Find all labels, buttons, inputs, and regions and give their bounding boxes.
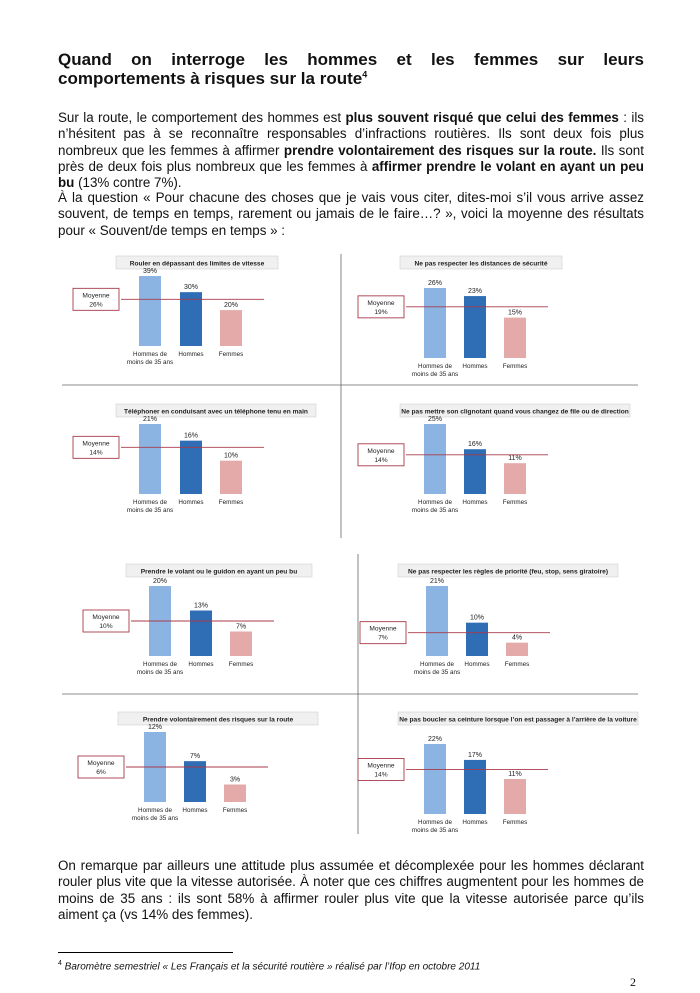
- bar-value-label: 20%: [223, 302, 239, 310]
- page-title: [58, 50, 644, 88]
- average-label: Moyenne: [367, 447, 395, 455]
- category-label: Hommes de: [420, 661, 454, 668]
- category-label: Femmes: [502, 499, 528, 506]
- bar: [220, 310, 242, 346]
- chart-title: Ne pas boucler sa ceinture lorsque l’on est passager à l’arrière de la voiture: [399, 716, 637, 724]
- category-label: moins de 35 ans: [411, 827, 459, 834]
- intro-emphasis: prendre volontairement des risques sur la route.: [283, 142, 597, 158]
- chart-title: Téléphoner en conduisant avec un téléphone tenu en main: [124, 408, 308, 416]
- average-label: Moyenne: [367, 299, 395, 307]
- average-label: Moyenne: [367, 762, 395, 770]
- category-label: Hommes de: [133, 499, 167, 506]
- category-label: Hommes: [182, 807, 208, 814]
- bar-value-label: 26%: [427, 280, 443, 287]
- bar-value-label: 10%: [223, 452, 239, 460]
- category-label: Hommes: [188, 661, 214, 668]
- chart-panel: [83, 564, 312, 676]
- average-value: 6%: [96, 769, 106, 776]
- average-value: 14%: [374, 456, 388, 464]
- average-value: 14%: [89, 449, 103, 457]
- category-label: Femmes: [222, 807, 248, 814]
- bar: [190, 611, 212, 657]
- bar-value-label: 11%: [508, 771, 522, 778]
- category-label: Hommes de: [418, 363, 452, 370]
- average-label: Moyenne: [82, 292, 110, 300]
- bar: [464, 760, 486, 814]
- bar: [466, 623, 488, 656]
- bar-value-label: 30%: [183, 284, 199, 292]
- footnote: [58, 960, 480, 972]
- category-label: moins de 35 ans: [136, 669, 184, 676]
- bar-value-label: 22%: [427, 736, 443, 743]
- intro-emphasis: affirmer prendre le volant en ayant un peu bu: [58, 158, 644, 191]
- category-label: Hommes de: [418, 819, 452, 826]
- bar-value-label: 12%: [147, 724, 163, 731]
- intro-paragraph: [58, 110, 644, 191]
- bar-value-label: 17%: [467, 751, 483, 759]
- category-label: Femmes: [218, 351, 244, 358]
- chart-panel: [358, 404, 630, 514]
- chart-title: Ne pas respecter les distances de sécurité: [414, 260, 548, 268]
- footnote-reference: 4: [362, 69, 368, 80]
- chart-panel: [358, 256, 562, 378]
- bar: [139, 424, 161, 494]
- bar-value-label: 11%: [508, 455, 522, 463]
- charts-grid: [58, 248, 642, 834]
- page-title-text: Quand on interroge les hommes et les femmes sur leurs comportements à risques sur la route: [58, 50, 644, 88]
- bar: [139, 276, 161, 346]
- bar: [220, 461, 242, 494]
- bar: [230, 632, 252, 657]
- intro-text: (13% contre 7%).: [74, 175, 182, 191]
- bar-value-label: 20%: [152, 578, 168, 585]
- category-label: Hommes de: [138, 807, 172, 814]
- bar-value-label: 3%: [229, 776, 241, 784]
- bar: [180, 441, 202, 494]
- average-value: 7%: [378, 634, 388, 642]
- bar-value-label: 23%: [467, 288, 483, 296]
- bar-value-label: 15%: [507, 309, 523, 317]
- chart-panel: [358, 712, 638, 834]
- chart-title: Prendre volontairement des risques sur la route: [142, 716, 294, 724]
- average-label: Moyenne: [92, 614, 120, 621]
- chart-title: Prendre le volant ou le guidon en ayant un peu bu: [140, 568, 298, 576]
- bar-value-label: 7%: [189, 753, 201, 761]
- bar: [424, 744, 446, 814]
- category-label: Hommes: [178, 499, 204, 506]
- bar: [464, 449, 486, 494]
- category-label: Hommes: [462, 819, 488, 826]
- average-label: Moyenne: [82, 440, 110, 448]
- category-label: Femmes: [502, 819, 528, 826]
- bar: [504, 318, 526, 358]
- bar: [224, 785, 246, 803]
- category-label: moins de 35 ans: [411, 371, 459, 378]
- bar-value-label: 16%: [183, 432, 199, 440]
- bar-value-label: 39%: [142, 268, 158, 275]
- intro-text: Sur la route, le comportement des hommes est: [58, 110, 346, 125]
- category-label: Hommes: [178, 351, 204, 358]
- bar: [426, 586, 448, 656]
- category-label: Femmes: [228, 661, 254, 668]
- category-label: moins de 35 ans: [131, 815, 179, 822]
- bar: [506, 643, 528, 656]
- chart-title: Ne pas mettre son clignotant quand vous changez de file ou de direction: [401, 408, 629, 416]
- question-paragraph: À la question « Pour chacune des choses que je vais vous citer, dites-moi s’il vous arrive assez souvent, de temps en temps, rarement ou jamais de le faire…? », voici la moyenne des résultats pour « Souvent/de temps en temps » :: [58, 190, 644, 238]
- category-label: Hommes: [464, 661, 490, 668]
- category-label: Femmes: [504, 661, 530, 668]
- average-value: 10%: [99, 623, 113, 630]
- bar-value-label: 13%: [193, 602, 209, 610]
- footnote-number: 4: [58, 960, 62, 967]
- category-label: Hommes de: [418, 499, 452, 506]
- category-label: Hommes: [462, 363, 488, 370]
- chart-title: Ne pas respecter les règles de priorité (feu, stop, sens giratoire): [407, 568, 609, 576]
- chart-panel: [73, 404, 316, 514]
- category-label: Femmes: [502, 363, 528, 370]
- average-value: 26%: [89, 301, 103, 309]
- bar: [504, 463, 526, 494]
- bar-value-label: 21%: [429, 578, 445, 585]
- category-label: Femmes: [218, 499, 244, 506]
- intro-text: Ils sont près de deux fois plus nombreux que les femmes à: [58, 142, 644, 174]
- category-label: moins de 35 ans: [126, 359, 174, 366]
- intro-emphasis: plus souvent risqué que celui des femmes: [345, 110, 619, 125]
- bar: [464, 296, 486, 358]
- average-label: Moyenne: [87, 760, 115, 767]
- chart-title: Rouler en dépassant des limites de vitesse: [129, 260, 265, 268]
- footnote-text: Baromètre semestriel « Les Français et la sécurité routière » réalisé par l’Ifop en octobre 2011: [61, 961, 481, 973]
- average-value: 19%: [374, 308, 388, 316]
- bar-value-label: 10%: [469, 614, 485, 622]
- category-label: moins de 35 ans: [126, 507, 174, 514]
- bar-value-label: 16%: [467, 441, 483, 449]
- remark-paragraph: On remarque par ailleurs une attitude plus assumée et décomplexée pour les hommes déclarant rouler plus vite que la vitesse autorisée. À noter que ces chiffres augmentent pour les hommes de moins de 35 ans : ils sont 58% à affirmer rouler plus vite que la vitesse autorisée parce qu’ils aiment ça (vs 14% des femmes).: [58, 858, 644, 922]
- chart-panel: [78, 712, 318, 822]
- page-number: 2: [630, 975, 636, 989]
- bar-value-label: 4%: [511, 634, 523, 642]
- bar-value-label: 7%: [235, 623, 247, 631]
- intro-text: : ils n’hésitent pas à se reconnaître responsables d’infractions routières. Ils sont deux fois plus nombreux que les femmes à affirmer: [58, 110, 644, 158]
- average-value: 14%: [374, 771, 388, 779]
- bar: [504, 779, 526, 814]
- chart-panel: [360, 564, 618, 676]
- category-label: moins de 35 ans: [413, 669, 461, 676]
- bar: [424, 424, 446, 494]
- category-label: moins de 35 ans: [411, 507, 459, 514]
- category-label: Hommes de: [143, 661, 177, 668]
- bar: [180, 292, 202, 346]
- bar-value-label: 21%: [142, 416, 158, 423]
- category-label: Hommes: [462, 499, 488, 506]
- bar: [424, 288, 446, 358]
- category-label: Hommes de: [133, 351, 167, 358]
- chart-panel: [73, 256, 278, 366]
- footnote-divider: [58, 952, 233, 953]
- average-label: Moyenne: [369, 625, 397, 633]
- bar-value-label: 25%: [427, 416, 443, 423]
